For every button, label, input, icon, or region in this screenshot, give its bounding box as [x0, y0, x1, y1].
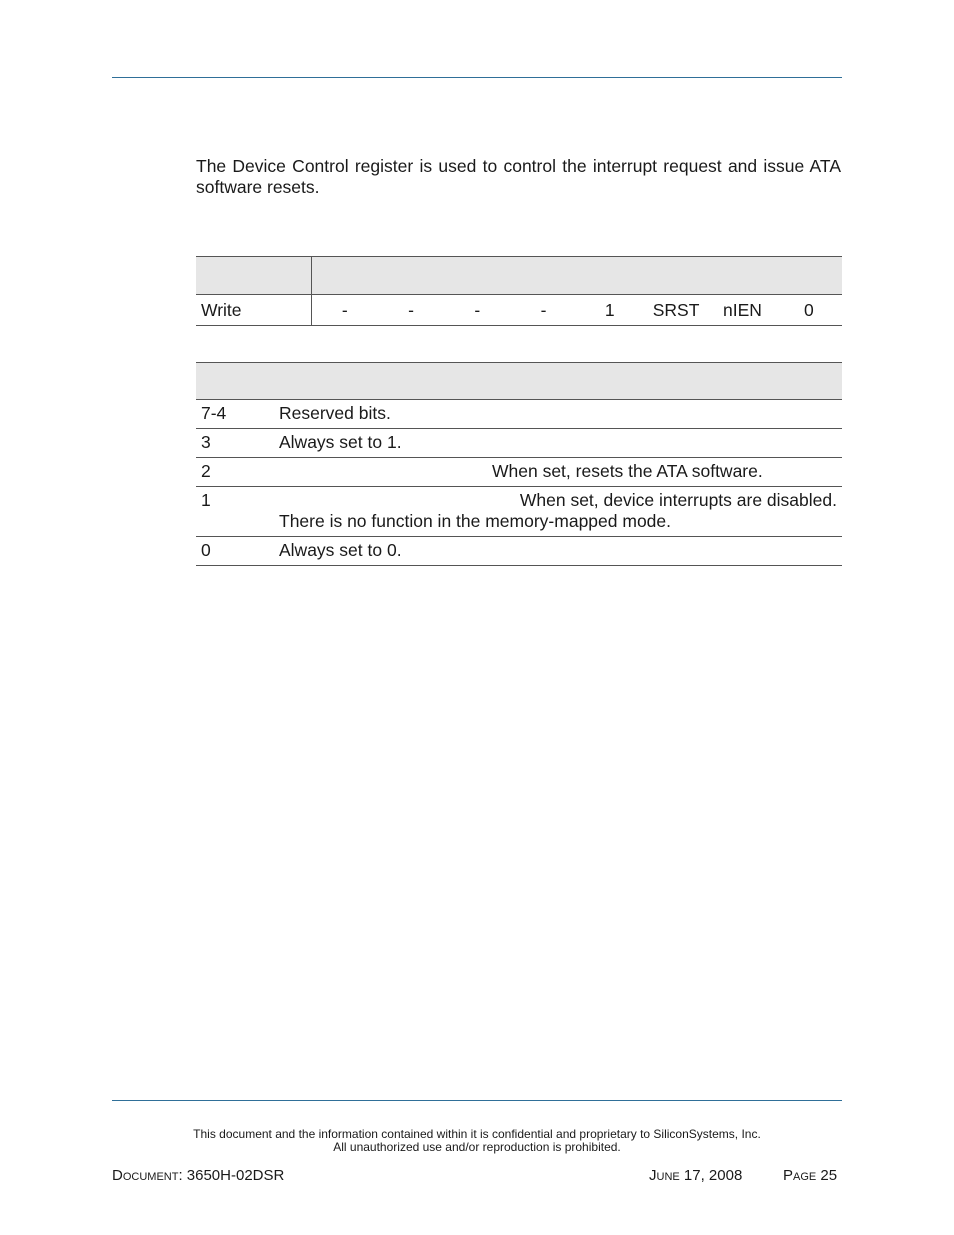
bit-description: When set, resets the ATA software. [492, 461, 763, 481]
bit-1: nIEN [709, 295, 775, 326]
table-row [196, 295, 842, 326]
bit-2: SRST [643, 295, 709, 326]
document-date: June 17, 2008 [649, 1167, 743, 1184]
page-label: Page [783, 1167, 817, 1184]
bit-number: 7-4 [196, 400, 278, 429]
header-rule [112, 77, 842, 78]
bit-5: - [444, 295, 510, 326]
document-id [112, 1167, 284, 1184]
register-bit-table [196, 256, 842, 326]
footer-rule [112, 1100, 842, 1101]
bit-0: 0 [776, 295, 842, 326]
bit-6: - [378, 295, 444, 326]
bit-description-table [196, 362, 842, 566]
access-label: Write [196, 295, 311, 326]
document-label: Document: [112, 1167, 183, 1184]
bit-number: 1 [196, 487, 278, 537]
intro-paragraph: The Device Control register is used to control the interrupt request and issue ATA software resets. [196, 156, 841, 197]
bit-number: 0 [196, 537, 278, 566]
document-number: 3650H-02DSR [186, 1167, 285, 1184]
bit-number: 2 [196, 458, 278, 487]
table-row [196, 458, 842, 487]
confidentiality-line-1: This document and the information contained within it is confidential and proprietary to SiliconSystems, Inc. [193, 1127, 761, 1141]
desc-table-header [196, 363, 842, 400]
page-number [783, 1167, 837, 1184]
table-row [196, 487, 842, 537]
bit-description: Always set to 1. [278, 429, 842, 458]
bit-description: When set, device interrupts are disabled. [519, 490, 837, 510]
table-row [196, 429, 842, 458]
bit-4: - [510, 295, 576, 326]
table-row [196, 400, 842, 429]
bit-7: - [311, 295, 378, 326]
confidentiality-line-2: All unauthorized use and/or reproduction is prohibited. [333, 1140, 621, 1154]
bit-description: Always set to 0. [278, 537, 842, 566]
bit-number: 3 [196, 429, 278, 458]
bit-table-header [196, 257, 842, 295]
page-value: 25 [820, 1167, 838, 1184]
bit-description: Reserved bits. [278, 400, 842, 429]
bit-3: 1 [577, 295, 643, 326]
bit-description-continued: There is no function in the memory-mapped mode. [279, 511, 671, 531]
table-row [196, 537, 842, 566]
